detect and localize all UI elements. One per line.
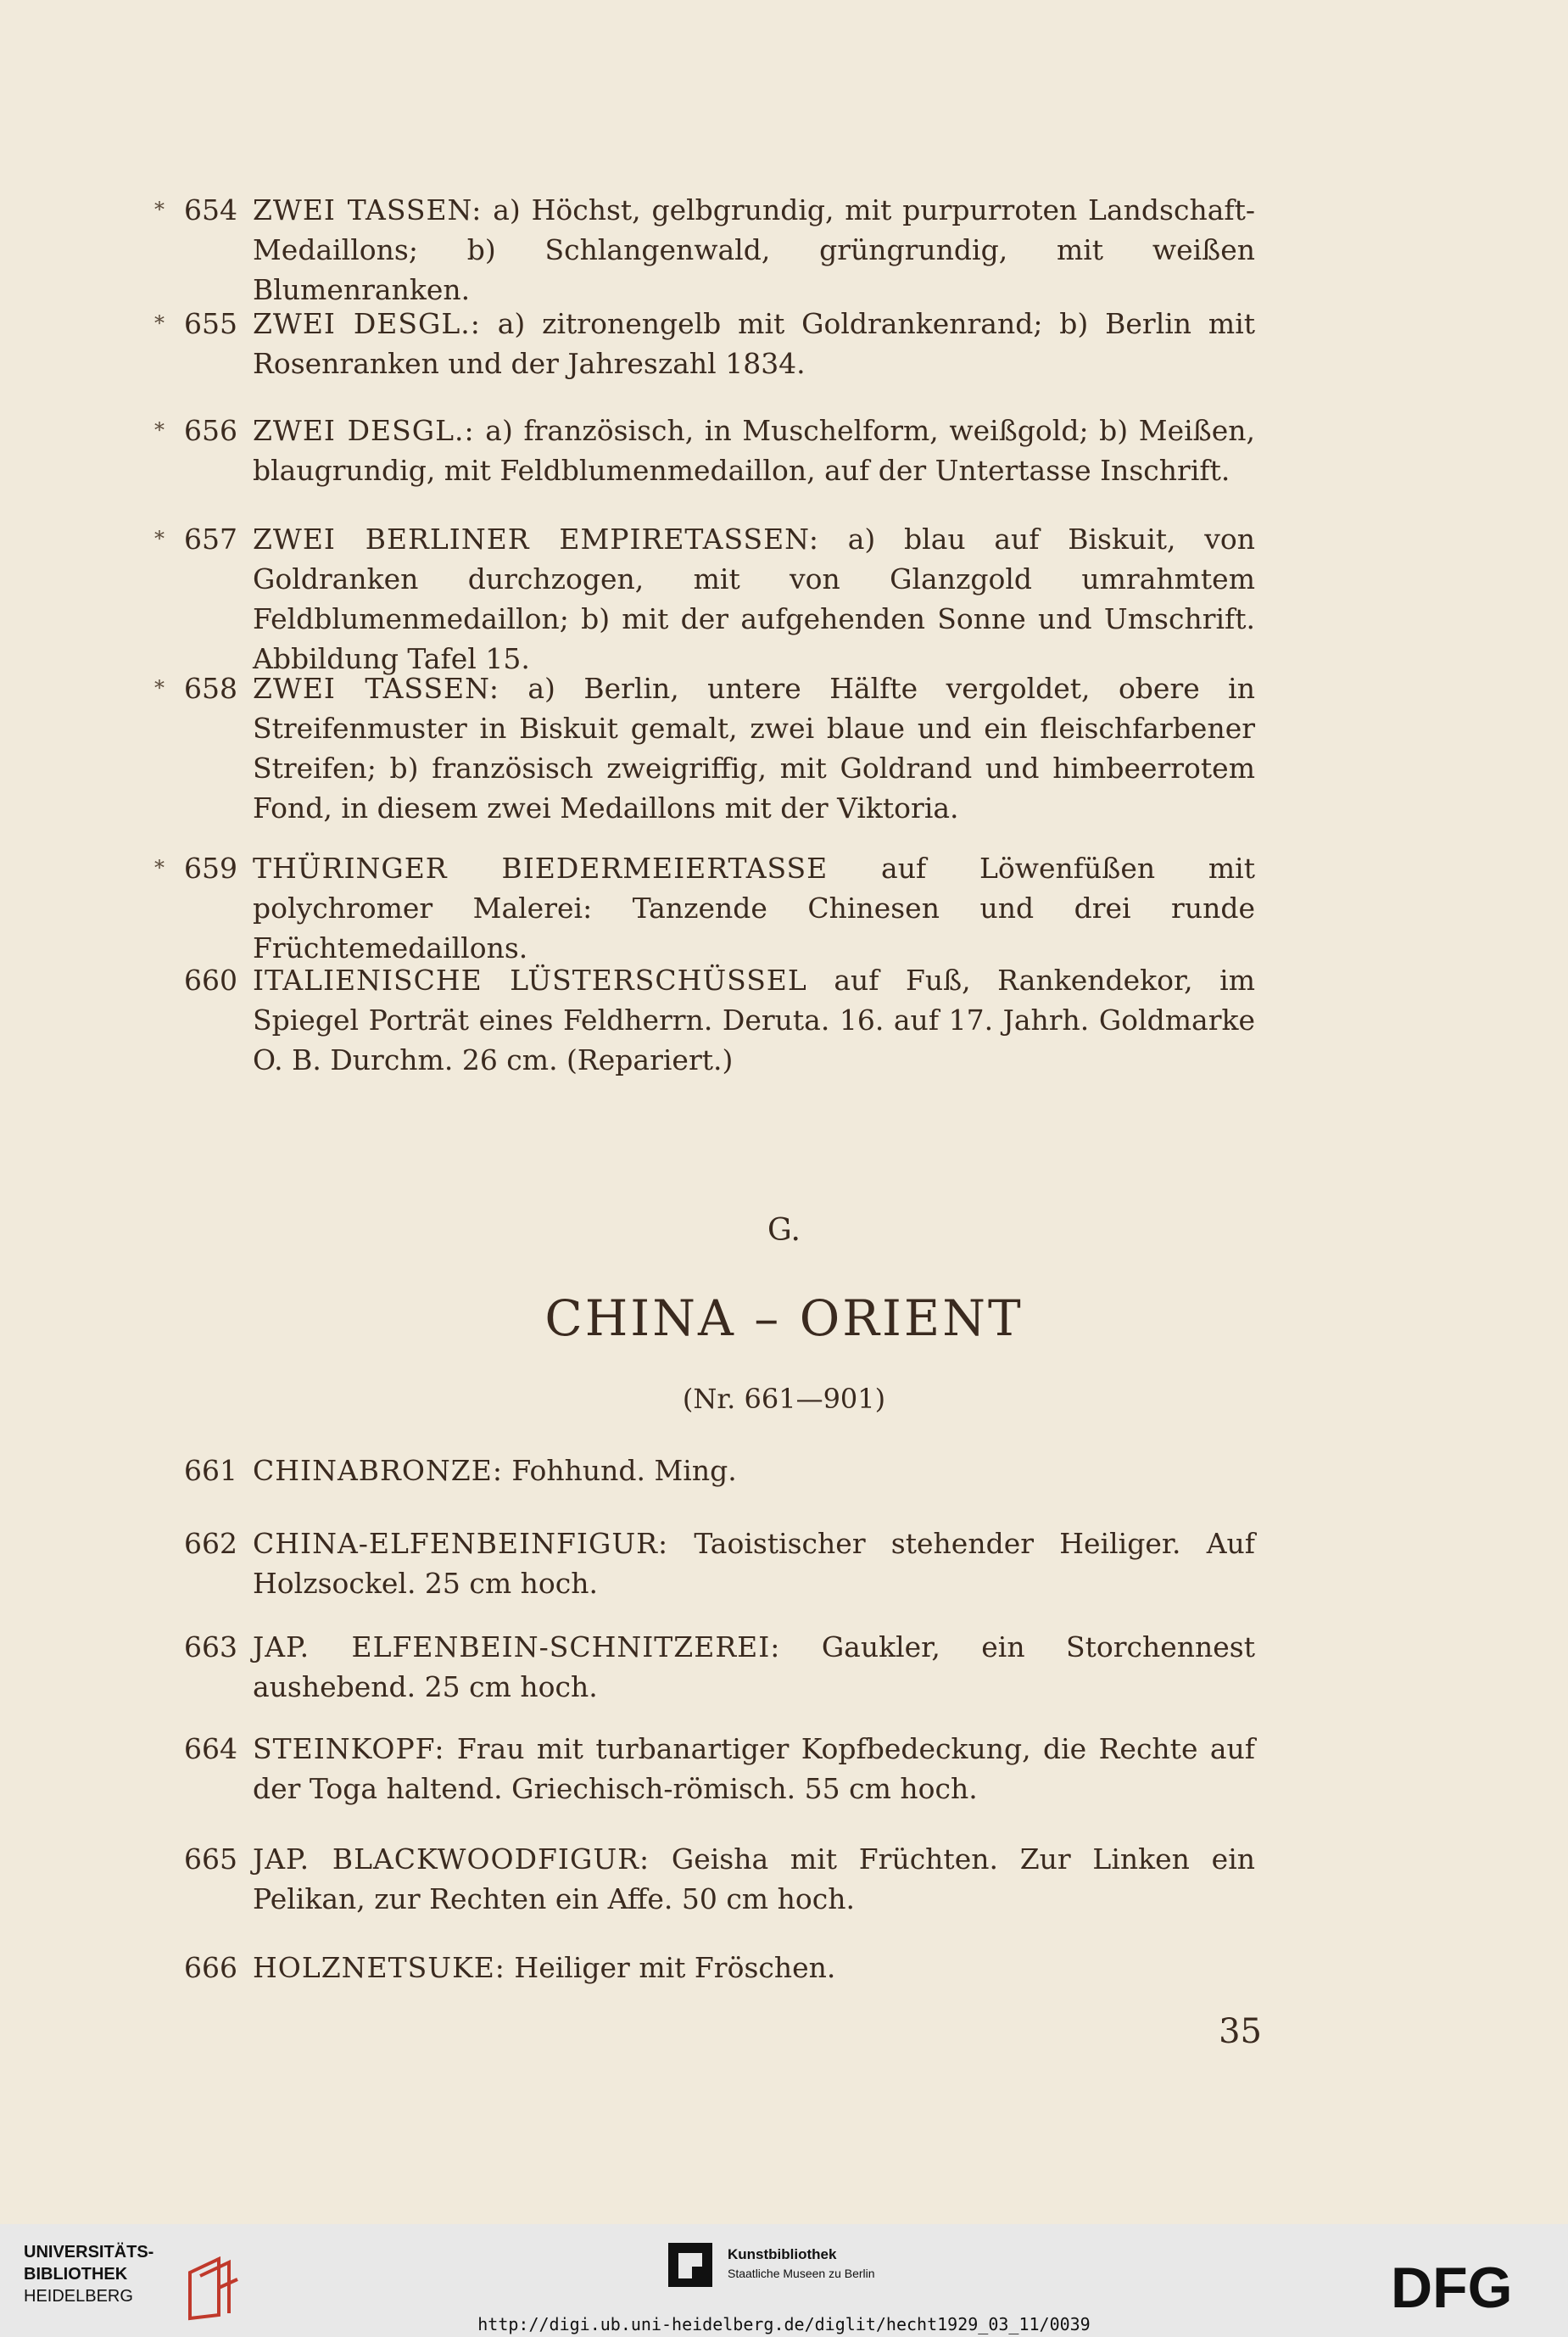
entry-title: ZWEI TASSEN: [253,672,499,705]
catalog-entry [153,1524,1255,1603]
university-library-logo[interactable] [24,2241,227,2322]
dfg-logo[interactable] [1389,2256,1550,2316]
entry-title: CHINA-ELFENBEINFIGUR: [253,1527,669,1560]
entry-title: ZWEI TASSEN: [253,193,483,226]
entry-number: 664 [184,1732,237,1765]
catalog-entry [153,1451,1255,1490]
entry-text: a) Höchst, gelbgrundig, mit purpurroten Landschaft-Medaillons; b) Schlangenwald, grüngrundig, mit weißen Blumenranken. [253,193,1255,306]
kunstbibliothek-subtitle: Staatliche Museen zu Berlin [728,2267,875,2280]
entry-star: * [154,676,165,700]
entry-title: ITALIENISCHE LÜSTERSCHÜSSEL [253,964,807,997]
kunstbibliothek-mark-icon [667,2241,714,2289]
entry-title: CHINABRONZE: [253,1454,503,1487]
page-number: 35 [1219,2012,1262,2051]
entry-number: 660 [184,964,237,997]
entry-number: 657 [184,523,237,556]
entry-number: 666 [184,1951,237,1984]
ub-red-mark-icon [185,2254,241,2322]
catalog-entry [153,1839,1255,1919]
entry-title: ZWEI BERLINER EMPIRETASSEN: [253,523,820,556]
entry-star: * [154,418,165,442]
entry-text: Gaukler, ein Storchennest aushebend. 25 cm hoch. [253,1630,1255,1703]
entry-text: a) französisch, in Muschelform, weißgold; b) Meißen, blaugrundig, mit Feldblumenmedaillon, auf der Untertasse Inschrift. [253,414,1256,487]
entry-text: auf Löwenfüßen mit polychromer Malerei: Tanzende Chinesen und drei runde Früchtemedaillons. [253,852,1256,964]
entry-title: JAP. ELFENBEIN-SCHNITZEREI: [253,1630,781,1663]
entry-star: * [154,527,165,551]
catalog-entry [153,1948,1255,1988]
entry-title: ZWEI DESGL.: [253,307,481,340]
kunstbibliothek-logo[interactable] [667,2241,938,2301]
entry-text: a) Berlin, untere Hälfte vergoldet, obere in Streifenmuster in Biskuit gemalt, zwei blaue und ein fleischfarbener Streifen; b) französisch zweigriffig, mit Goldrand und himbeerrotem Fond, in diesem zwei Medaillons mit der Viktoria. [253,672,1255,825]
ub-logo-line-2: BIBLIOTHEK [24,2265,128,2284]
kunstbibliothek-name: Kunstbibliothek [728,2246,837,2262]
catalog-entry [153,519,1255,679]
entry-number: 658 [184,672,237,705]
entry-text: Frau mit turbanartiger Kopfbedeckung, die Rechte auf der Toga haltend. Griechisch-römisch. 55 cm hoch. [253,1732,1255,1805]
entry-text: a) zitronengelb mit Goldrankenrand; b) Berlin mit Rosenranken und der Jahreszahl 1834. [253,307,1256,380]
entry-number: 661 [184,1454,237,1487]
catalog-entry [153,411,1255,490]
entry-title: THÜRINGER BIEDERMEIERTASSE [253,852,829,885]
entry-star: * [154,311,165,335]
catalog-entry [153,960,1255,1080]
entry-star: * [154,198,165,221]
entry-number: 665 [184,1842,237,1876]
footer-bar [0,2224,1568,2337]
entry-title: HOLZNETSUKE: [253,1951,505,1984]
entry-text: Fohhund. Ming. [502,1454,737,1487]
entry-number: 654 [184,193,237,226]
entry-number: 662 [184,1527,237,1560]
entry-title: STEINKOPF: [253,1732,445,1765]
catalog-entry [153,304,1255,383]
entry-number: 663 [184,1630,237,1663]
entry-text: Taoistischer stehender Heiliger. Auf Holzsockel. 25 cm hoch. [253,1527,1255,1600]
catalog-entry [153,848,1255,968]
entry-text: a) blau auf Biskuit, von Goldranken durchzogen, mit von Glanzgold umrahmtem Feldblumenmedaillon; b) mit der aufgehenden Sonne und Umschrift. Abbildung Tafel 15. [253,523,1255,675]
section-letter: G. [767,1213,801,1248]
catalog-entry [153,668,1255,828]
entry-number: 655 [184,307,237,340]
entry-number: 656 [184,414,237,447]
entry-title: JAP. BLACKWOODFIGUR: [253,1842,650,1876]
ub-logo-line-3: HEIDELBERG [24,2287,133,2306]
entry-text: Heiliger mit Fröschen. [505,1951,836,1984]
dfg-logo-text: DFG [1391,2256,1513,2316]
section-number-range: (Nr. 661—901) [682,1383,886,1415]
entry-number: 659 [184,852,237,885]
catalog-entry [153,1729,1255,1809]
entry-star: * [154,856,165,880]
source-url-link[interactable]: http://digi.ub.uni-heidelberg.de/diglit/hecht1929_03_11/0039 [477,2314,1091,2334]
catalog-entry [153,190,1255,310]
entry-text: Geisha mit Früchten. Zur Linken ein Pelikan, zur Rechten ein Affe. 50 cm hoch. [253,1842,1256,1915]
section-title: CHINA – ORIENT [544,1289,1024,1347]
entry-title: ZWEI DESGL.: [253,414,475,447]
entry-text: auf Fuß, Rankendekor, im Spiegel Porträt eines Feldherrn. Deruta. 16. auf 17. Jahrh. Goldmarke O. B. Durchm. 26 cm. (Repariert.) [253,964,1256,1076]
ub-logo-line-1: UNIVERSITÄTS- [24,2243,154,2262]
catalog-entry [153,1627,1255,1707]
